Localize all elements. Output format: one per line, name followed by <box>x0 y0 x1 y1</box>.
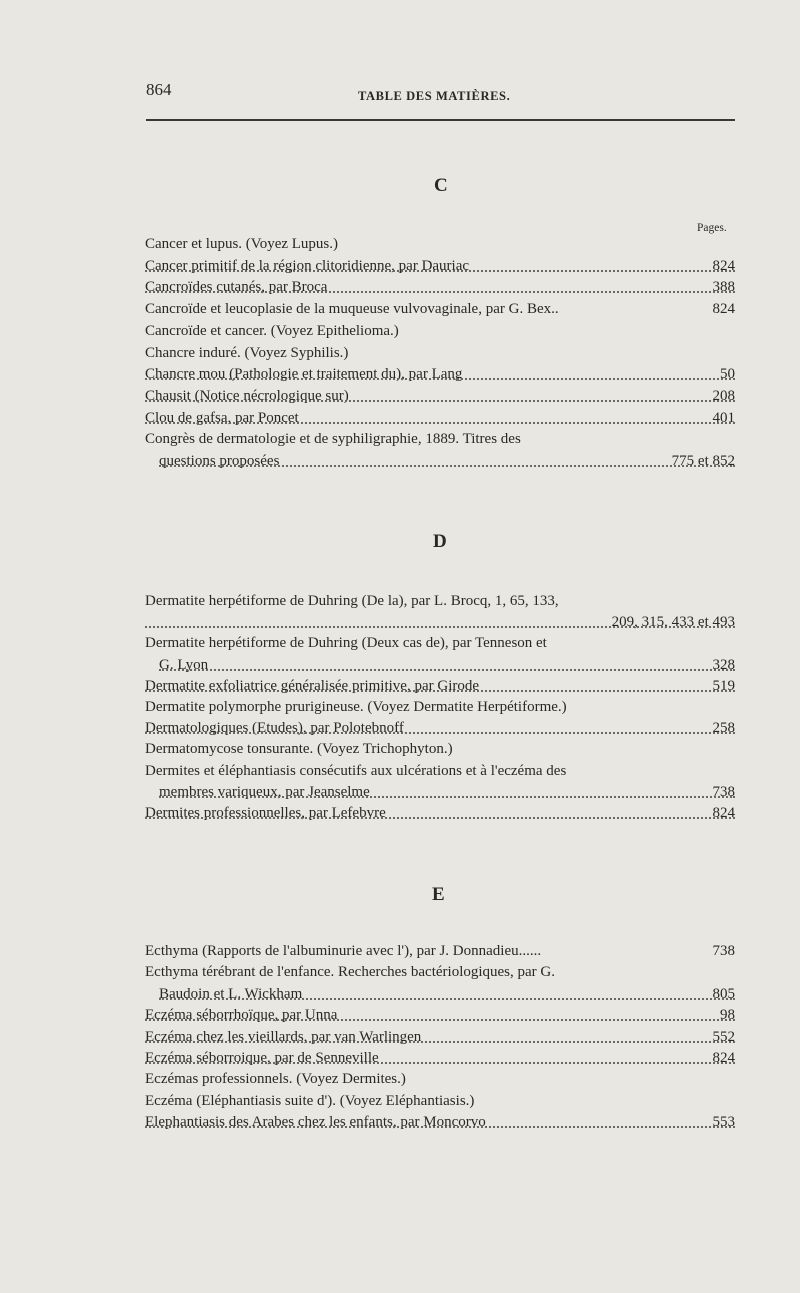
entry-page: 258 <box>710 717 736 739</box>
dot-leader <box>145 1062 735 1064</box>
toc-entry <box>145 675 735 697</box>
entry-title: Cancer et lupus. (Voyez Lupus.) <box>145 233 340 255</box>
section-letter-c: C <box>434 175 448 196</box>
toc-entry <box>145 385 735 407</box>
toc-entry <box>145 233 735 255</box>
entry-title: Ecthyma (Rapports de l'albuminurie avec l'), par J. Donnadieu...... <box>145 940 543 962</box>
entry-title: Dermatite polymorphe prurigineuse. (Voyez Dermatite Herpétiforme.) <box>145 696 569 718</box>
toc-entry <box>145 363 735 385</box>
toc-entry <box>145 940 735 962</box>
entry-title: Dermatite herpétiforme de Duhring (De la), par L. Brocq, 1, 65, 133, <box>145 590 561 612</box>
entry-title: G. Lyon <box>159 654 210 676</box>
entry-page: 209, 315, 433 et 493 <box>609 611 735 633</box>
entry-title: Dermites professionnelles, par Lefebvre <box>145 802 388 824</box>
dot-leader <box>159 998 735 1000</box>
dot-leader <box>145 1019 735 1021</box>
page-number: 864 <box>146 80 172 99</box>
toc-entry <box>145 342 735 364</box>
entry-page: 824 <box>710 255 736 277</box>
toc-entry <box>145 407 735 429</box>
entry-page: 738 <box>710 940 736 962</box>
entry-title: Dermatomycose tonsurante. (Voyez Trichophyton.) <box>145 738 455 760</box>
toc-entry <box>145 276 735 298</box>
toc-entry <box>159 450 735 472</box>
entry-page: 519 <box>710 675 736 697</box>
entry-page: 388 <box>710 276 736 298</box>
entry-title: Cancer primitif de la région clitoridienne, par Dauriac <box>145 255 471 277</box>
dot-leader <box>159 669 735 671</box>
dot-leader <box>145 690 735 692</box>
toc-entry <box>145 738 735 760</box>
dot-leader <box>159 796 735 798</box>
dot-leader <box>145 270 735 272</box>
entry-title: Chancre induré. (Voyez Syphilis.) <box>145 342 350 364</box>
entry-title: Dermites et éléphantiasis consécutifs aux ulcérations et à l'eczéma des <box>145 760 568 782</box>
section-letter-e: E <box>432 884 445 905</box>
toc-entry <box>145 1026 735 1048</box>
entry-title: questions proposées <box>159 450 281 472</box>
dot-leader <box>145 400 735 402</box>
entry-page: 824 <box>710 802 736 824</box>
entry-page: 50 <box>717 363 735 385</box>
toc-entry <box>145 1090 735 1112</box>
dot-leader <box>145 378 735 380</box>
entry-page: 208 <box>710 385 736 407</box>
entry-page: 738 <box>710 781 736 803</box>
entry-title: Dermatologiques (Etudes), par Polotebnoff <box>145 717 406 739</box>
pages-label: Pages. <box>697 222 727 234</box>
dot-leader <box>145 817 735 819</box>
entry-title: Cancroïde et leucoplasie de la muqueuse vulvovaginale, par G. Bex.. <box>145 298 561 320</box>
toc-entry <box>145 590 735 612</box>
entry-title: Congrès de dermatologie et de syphiligraphie, 1889. Titres des <box>145 428 523 450</box>
entry-page: 824 <box>710 298 736 320</box>
entry-title: Eczéma (Eléphantiasis suite d'). (Voyez Eléphantiasis.) <box>145 1090 476 1112</box>
entry-page: 401 <box>710 407 736 429</box>
toc-entry <box>145 802 735 824</box>
header-rule <box>146 119 735 121</box>
toc-entry <box>145 632 735 654</box>
entry-title: Ecthyma térébrant de l'enfance. Recherches bactériologiques, par G. <box>145 961 557 983</box>
toc-entry <box>145 1068 735 1090</box>
entry-title: Eczéma séborroique, par de Senneville <box>145 1047 381 1069</box>
entry-title: Cancroïde et cancer. (Voyez Epithelioma.) <box>145 320 401 342</box>
toc-entry <box>145 298 735 320</box>
toc-entry <box>145 255 735 277</box>
toc-entry <box>145 428 735 450</box>
entry-title: Clou de gafsa, par Poncet <box>145 407 301 429</box>
toc-entry <box>145 696 735 718</box>
toc-entry <box>159 654 735 676</box>
entry-title: Chancre mou (Pathologie et traitement du), par Lang <box>145 363 464 385</box>
toc-entry <box>145 717 735 739</box>
toc-entry <box>159 983 735 1005</box>
dot-leader <box>145 422 735 424</box>
dot-leader <box>145 1041 735 1043</box>
entry-page: 552 <box>710 1026 736 1048</box>
dot-leader <box>145 732 735 734</box>
entry-title: Eczéma chez les vieillards, par van Warlingen <box>145 1026 423 1048</box>
entry-title: Baudoin et L. Wickham <box>159 983 304 1005</box>
entry-title: Cancroïdes cutanés, par Broca <box>145 276 329 298</box>
dot-leader <box>145 1126 735 1128</box>
running-title: TABLE DES MATIÈRES. <box>358 89 511 103</box>
entry-title: Chausit (Notice nécrologique sur) <box>145 385 351 407</box>
dot-leader <box>145 291 735 293</box>
entry-page: 98 <box>717 1004 735 1026</box>
toc-entry <box>145 1111 735 1133</box>
toc-entry <box>145 1004 735 1026</box>
entry-page: 775 et 852 <box>669 450 735 472</box>
entry-page: 328 <box>710 654 736 676</box>
dot-leader <box>159 465 735 467</box>
entry-title: Dermatite herpétiforme de Duhring (Deux cas de), par Tenneson et <box>145 632 549 654</box>
toc-entry <box>145 320 735 342</box>
section-letter-d: D <box>433 531 447 552</box>
entry-page: 553 <box>710 1111 736 1133</box>
toc-entry <box>145 760 735 782</box>
entry-title: membres variqueux, par Jeanselme <box>159 781 372 803</box>
dot-leader <box>145 626 735 628</box>
toc-entry <box>145 961 735 983</box>
entry-title: Dermatite exfoliatrice généralisée primitive, par Girode <box>145 675 481 697</box>
entry-title: Elephantiasis des Arabes chez les enfants, par Moncorvo <box>145 1111 488 1133</box>
toc-entry <box>159 781 735 803</box>
toc-entry <box>145 611 735 633</box>
entry-page: 805 <box>710 983 736 1005</box>
entry-page: 824 <box>710 1047 736 1069</box>
toc-entry <box>145 1047 735 1069</box>
entry-title: Eczémas professionnels. (Voyez Dermites.) <box>145 1068 408 1090</box>
entry-title: Eczéma séborrhoïque, par Unna <box>145 1004 339 1026</box>
